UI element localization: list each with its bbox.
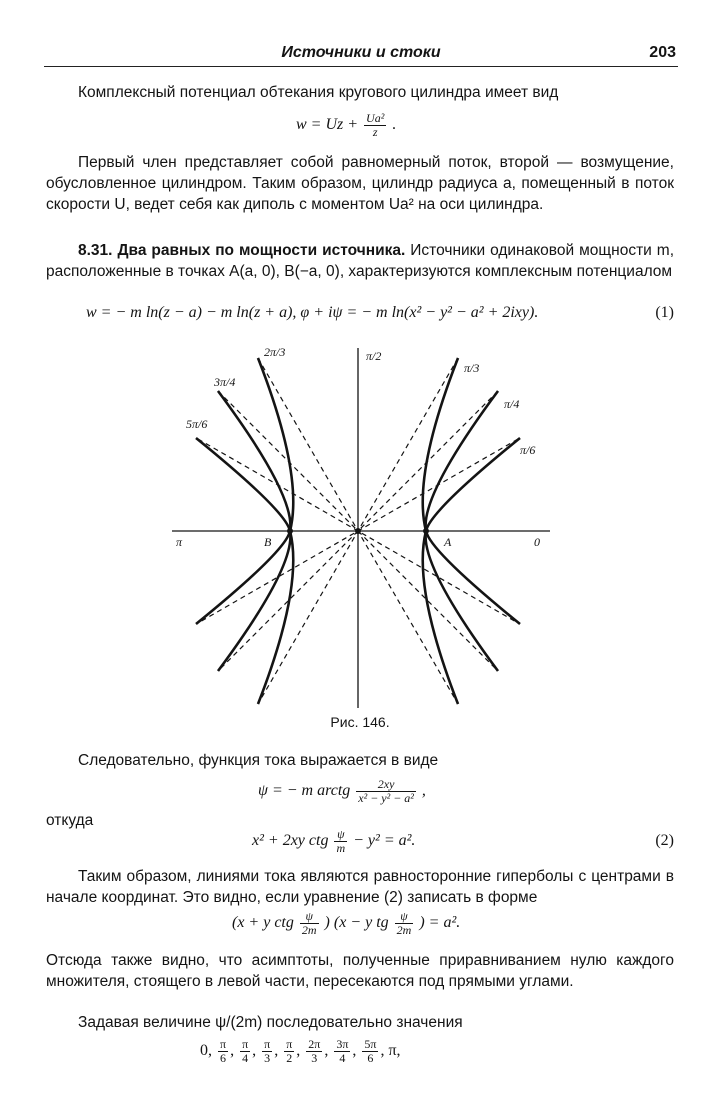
fraction-denominator: 4 bbox=[339, 1051, 346, 1065]
formula-fraction bbox=[364, 112, 386, 139]
section-8-31 bbox=[46, 240, 674, 282]
formula-lhs: ψ = − m arctg bbox=[258, 782, 351, 800]
label-zero: 0 bbox=[534, 535, 540, 549]
value-5pi-6 bbox=[362, 1038, 378, 1065]
stream-function-formula bbox=[258, 778, 426, 805]
asymptotes-paragraph: Отсюда также видно, что асимптоты, полученные приравниванием нулю каждого множителя, стоящего в левой части, пересекаются под прямыми углами. bbox=[46, 952, 674, 990]
label-5pi-6: 5π/6 bbox=[186, 417, 208, 431]
formula-lhs: w = Uz + bbox=[296, 116, 359, 134]
stream-function-intro: Следовательно, функция тока выражается в виде bbox=[78, 752, 439, 769]
fraction-denominator: z bbox=[372, 125, 378, 139]
formula-end: . bbox=[392, 116, 397, 134]
factor-2-fraction bbox=[395, 910, 414, 937]
factor-2-start: ) (x − y tg bbox=[324, 914, 389, 932]
fraction-denominator: x² − y² − a² bbox=[358, 791, 414, 805]
value-pi-4 bbox=[240, 1038, 250, 1065]
value-pi-2 bbox=[284, 1038, 294, 1065]
section-text: Источники одинаковой мощности m, расположенные в точках A(a, 0), B(−a, 0), характеризуются комплексным потенциалом bbox=[46, 242, 674, 280]
equation-2-fraction bbox=[334, 828, 347, 855]
label-pi: π bbox=[176, 535, 183, 549]
running-title: Источники и стоки bbox=[281, 44, 441, 61]
equation-1: w = − m ln(z − a) − m ln(z + a), φ + iψ = − m ln(x² − y² − a² + 2ixy). bbox=[86, 304, 539, 321]
label-pi-half: π/2 bbox=[366, 349, 382, 363]
page-header bbox=[44, 40, 678, 67]
fraction-numerator: 2xy bbox=[356, 778, 416, 792]
fraction-denominator: 2 bbox=[286, 1051, 293, 1065]
factor-1-start: (x + y ctg bbox=[232, 914, 294, 932]
fraction-denominator: 4 bbox=[242, 1051, 249, 1065]
label-point-b: B bbox=[264, 535, 272, 549]
fraction-numerator: 5π bbox=[364, 1037, 377, 1051]
fraction-denominator: 3 bbox=[264, 1051, 271, 1065]
source-a bbox=[423, 528, 429, 534]
whence-paragraph: откуда bbox=[46, 812, 94, 829]
section-number: 8.31. bbox=[78, 242, 113, 259]
fraction-numerator: Ua² bbox=[366, 111, 385, 125]
dipole-paragraph: Первый член представляет собой равномерный поток, второй — возмущение, обусловленное цилиндром. Таким образом, цилиндр радиуса a, помещенный в поток скорости U, ведет себя как диполь с моментом Ua² на оси цилиндра. bbox=[46, 154, 674, 213]
fraction-denominator: m bbox=[336, 841, 346, 855]
equation-2-lhs: x² + 2xy ctg bbox=[252, 832, 329, 850]
label-2pi-3: 2π/3 bbox=[264, 345, 286, 359]
label-3pi-4: 3π/4 bbox=[214, 375, 236, 389]
equation-2 bbox=[252, 828, 415, 855]
equation-2-number: (2) bbox=[655, 832, 674, 849]
value-pi-3 bbox=[262, 1038, 272, 1065]
label-pi-6: π/6 bbox=[520, 443, 536, 457]
label-point-a: A bbox=[444, 535, 452, 549]
equation-2-rhs: − y² = a². bbox=[353, 832, 416, 850]
figure-caption: Рис. 146. bbox=[330, 714, 390, 730]
equation-1-number: (1) bbox=[655, 304, 674, 321]
value-zero: 0, bbox=[200, 1042, 212, 1060]
formula-fraction bbox=[356, 778, 416, 805]
label-pi-3: π/3 bbox=[464, 361, 480, 375]
source-b bbox=[287, 528, 293, 534]
formula-end: ) = a². bbox=[419, 914, 461, 932]
origin-point bbox=[355, 528, 361, 534]
fraction-denominator: 6 bbox=[220, 1051, 227, 1065]
fraction-numerator: π bbox=[220, 1037, 227, 1051]
fraction-numerator: ψ bbox=[334, 828, 347, 842]
fraction-numerator: 3π bbox=[336, 1037, 349, 1051]
label-pi-4: π/4 bbox=[504, 397, 520, 411]
fraction-numerator: 2π bbox=[308, 1037, 321, 1051]
value-pi: π, bbox=[388, 1042, 401, 1060]
formula-end: , bbox=[421, 782, 426, 800]
figure-146 bbox=[0, 336, 720, 716]
page-number: 203 bbox=[649, 44, 676, 61]
hyperbola-paragraph: Таким образом, линиями тока являются равносторонние гиперболы с центрами в начале координат. Это видно, если уравнение (2) записать в форме bbox=[46, 868, 674, 906]
fraction-numerator: ψ bbox=[395, 910, 414, 924]
fraction-numerator: ψ bbox=[300, 910, 319, 924]
value-pi-6 bbox=[218, 1038, 228, 1065]
psi-values-list: 0, $\frac{\pi}{6}$ , $\frac{\pi}{4}$ , $\frac{\pi}{3}$ , $\frac{\pi}{2}$ , $\frac{2\pi}{3}$ , $\frac{3\pi}{4}$ , $\frac{5\pi}{6}$ , π, bbox=[200, 1037, 401, 1065]
fraction-numerator: π bbox=[242, 1037, 249, 1051]
intro-paragraph: Комплексный потенциал обтекания кругового цилиндра имеет вид bbox=[78, 84, 559, 101]
fraction-denominator: 2m bbox=[396, 923, 412, 937]
value-3pi-4 bbox=[334, 1038, 350, 1065]
values-intro: Задавая величине ψ/(2m) последовательно значения bbox=[78, 1014, 463, 1031]
factor-1-fraction bbox=[300, 910, 319, 937]
fraction-denominator: 2m bbox=[301, 923, 317, 937]
fraction-numerator: π bbox=[286, 1037, 293, 1051]
fraction-denominator: 3 bbox=[311, 1051, 318, 1065]
cylinder-potential-formula bbox=[296, 112, 396, 139]
value-2pi-3 bbox=[306, 1038, 322, 1065]
fraction-denominator: 6 bbox=[367, 1051, 374, 1065]
fraction-numerator: π bbox=[264, 1037, 271, 1051]
section-title: Два равных по мощности источника. bbox=[117, 242, 406, 259]
factored-formula bbox=[232, 910, 460, 937]
